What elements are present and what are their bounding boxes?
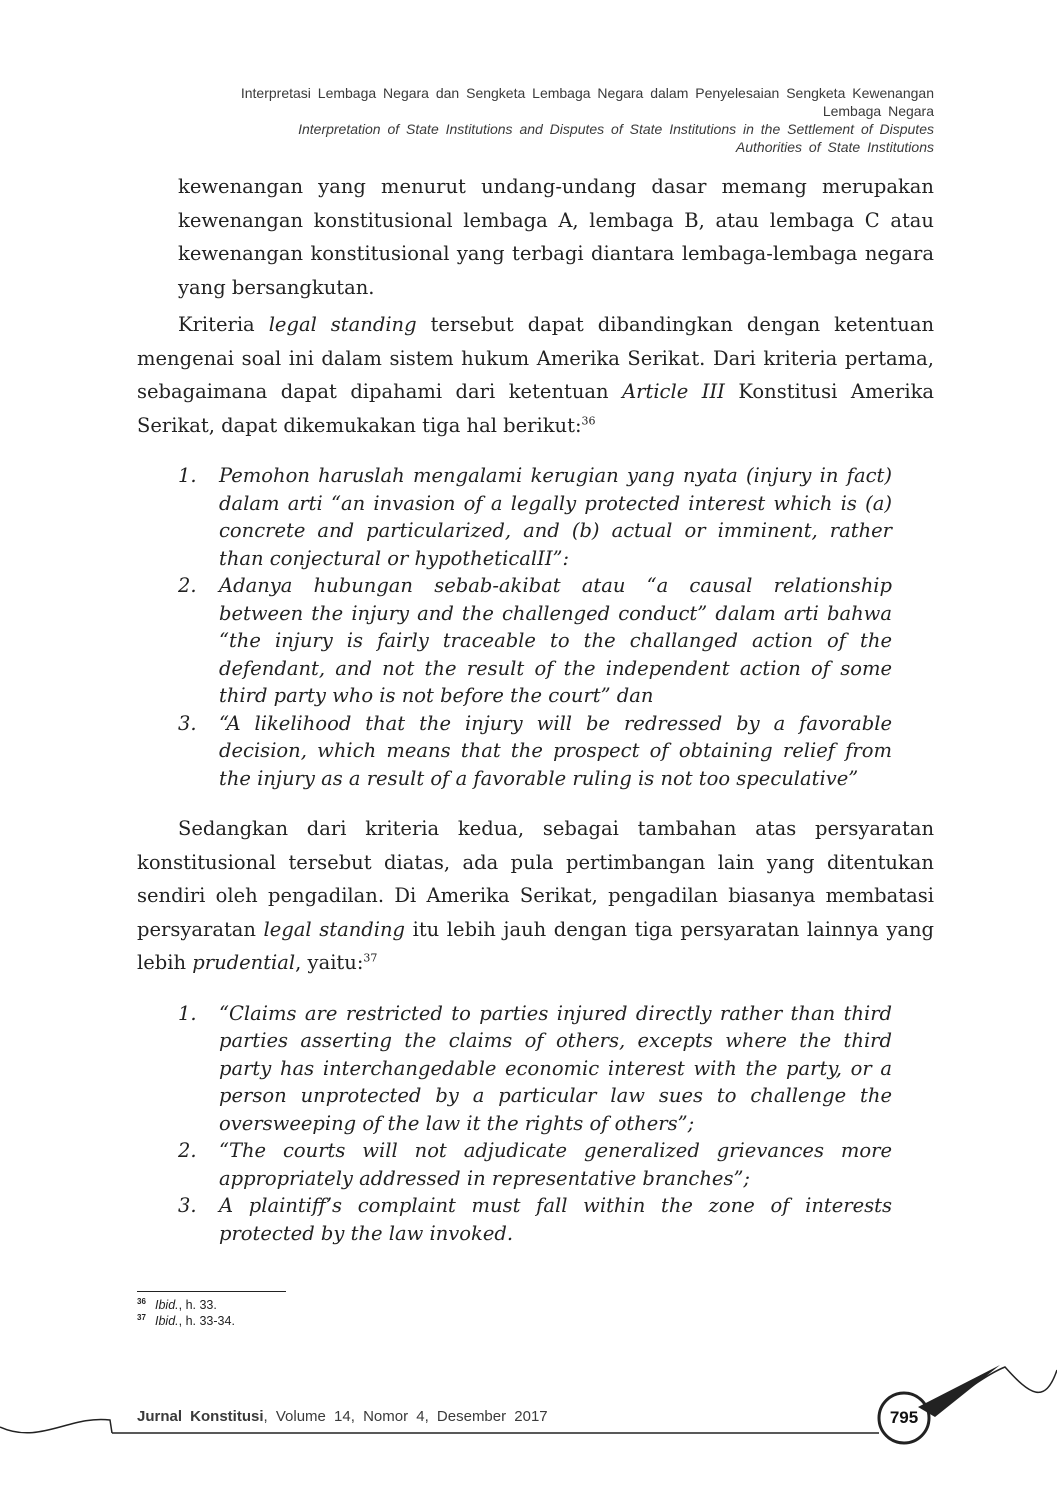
p3-text-b: itu lebih jauh dengan tiga persyaratan lainnya yang lebih [137, 917, 935, 974]
footnote-37: 37 Ibid., h. 33-34. [137, 1312, 235, 1328]
quill-icon [918, 1365, 1000, 1417]
list-number: 3. [178, 711, 197, 735]
list-text: Adanya hubungan sebab-akibat atau “a causal relationship between the injury and the challenged conduct” dalam arti bahwa “the injury is fairly traceable to the challanged action of the defendant, and not the result of the independent action of some third party who is not before the court” dan [219, 574, 892, 707]
page-number: 795 [889, 1408, 919, 1427]
p2-text-b: tersebut dapat dibandingkan dengan ketentuan mengenai soal ini dalam sistem hukum Amerika Serikat. Dari kriteria pertama, sebagaimana dapat dipahami dari ketentuan [137, 313, 935, 403]
footnote-ibid: Ibid. [155, 1298, 179, 1312]
p2-text-a: Kriteria [178, 313, 269, 336]
footer-swoosh-left [0, 1419, 112, 1433]
footnote-text: , h. 33-34. [178, 1314, 235, 1328]
list-prudential-requirements [137, 1000, 934, 1248]
p2-text-c: Konstitusi Amerika Serikat, dapat dikemukakan tiga hal berikut: [137, 380, 935, 437]
list-number: 2. [178, 1139, 197, 1162]
footnote-text: , h. 33. [178, 1298, 217, 1312]
paragraph-prudential [137, 812, 934, 980]
footnotes [137, 1297, 235, 1329]
list-text: “The courts will not adjudicate generalized grievances more appropriately addressed in representative branches”; [219, 1139, 892, 1190]
list-number: 1. [178, 1001, 197, 1025]
body-text [137, 170, 934, 1267]
list-text: A plaintiff’s complaint must fall within the zone of interests protected by the law invoked. [219, 1194, 892, 1245]
journal-name: Jurnal Konstitusi [137, 1408, 264, 1425]
p3-text-a: Sedangkan dari kriteria kedua, sebagai tambahan atas persyaratan konstitusional tersebut diatas, ada pula pertimbangan lain yang ditentukan sendiri oleh pengadilan. Di Amerika Serikat, pengadilan biasanya membatasi persyaratan [137, 817, 934, 941]
footer-citation [137, 1408, 548, 1425]
list-number: 2. [178, 574, 197, 597]
list-item [137, 572, 892, 710]
list-number: 1. [178, 464, 197, 487]
list-text: Pemohon haruslah mengalami kerugian yang nyata (injury in fact) dalam arti “an invasion of a legally protected interest which is (a) concrete and particularized, and (b) actual or imminent, rather than conjectural or hypotheticalII”: [219, 464, 892, 570]
paragraph-continued: kewenangan yang menurut undang-undang dasar memang merupakan kewenangan konstitusional lembaga A, lembaga B, atau lembaga C atau kewenangan konstitusional yang terbagi diantara lembaga-lembaga negara yang bersangkutan. [178, 175, 934, 299]
footnote-divider [137, 1291, 286, 1292]
list-constitutional-criteria [137, 462, 934, 792]
p3-emphasis-legal-standing: legal standing [263, 917, 406, 941]
list-item [137, 1137, 892, 1192]
running-head-id-line2: Lembaga Negara [822, 103, 934, 119]
p3-emphasis-prudential: prudential [192, 951, 296, 974]
p3-text-c: , yaitu: [295, 951, 364, 974]
running-head [150, 84, 934, 156]
footnote-36: 36 Ibid., h. 33. [137, 1296, 217, 1312]
footnote-ref-37[interactable]: 37 [363, 951, 378, 965]
paragraph-legal-standing [137, 308, 934, 442]
list-text: “Claims are restricted to parties injured directly rather than third parties asserting the claims of others, excepts where the third party has interchangedable economic interest with the party, or a person unprotected by a particular law sues to challenge the oversweeping of the law it the rights of others”; [219, 1001, 892, 1135]
running-head-en-line2: Authorities of State Institutions [735, 139, 934, 155]
footnote-ibid: Ibid. [155, 1314, 179, 1328]
list-item [137, 710, 892, 793]
list-text: “A likelihood that the injury will be redressed by a favorable decision, which means that the prospect of obtaining relief from the injury as a result of a favorable ruling is not too speculative” [219, 711, 892, 790]
list-number: 3. [178, 1194, 197, 1217]
list-item [137, 1000, 892, 1138]
running-head-en-line1: Interpretation of State Institutions and Disputes of State Institutions in the Settlement of Disputes [298, 121, 934, 137]
footnote-ref-36[interactable]: 36 [581, 414, 596, 427]
p2-emphasis-article: Article III [622, 380, 725, 403]
list-item [137, 1192, 892, 1247]
list-item [137, 462, 892, 572]
p2-emphasis-legal-standing: legal standing [268, 313, 417, 336]
running-head-id-line1: Interpretasi Lembaga Negara dan Sengketa Lembaga Negara dalam Penyelesaian Sengketa Kewenangan [240, 85, 934, 101]
journal-issue: , Volume 14, Nomor 4, Desember 2017 [263, 1408, 548, 1425]
